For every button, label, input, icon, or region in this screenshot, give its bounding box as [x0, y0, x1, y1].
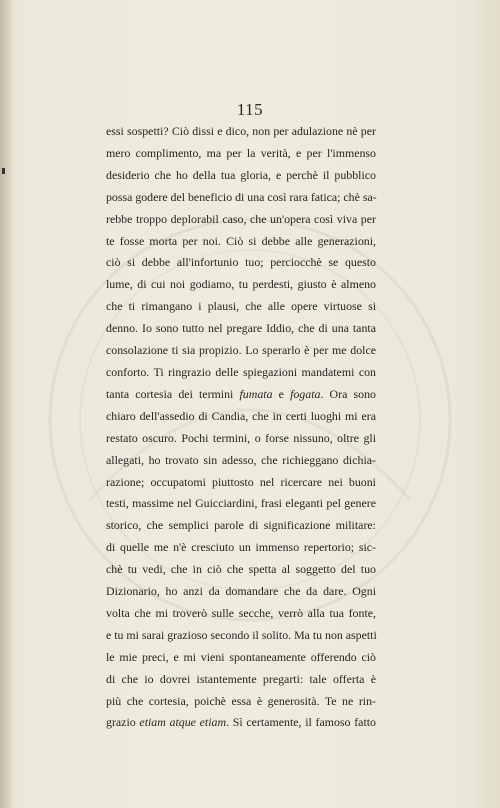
text-line: desiderio che ho della tua gloria, e perchè il pubblico	[106, 167, 376, 182]
text-line: chè tu vedi, che in ciò che spetta al soggetto del tuo	[106, 562, 376, 577]
text-line: restato oscuro. Pochi termini, o forse nissuno, oltre gli	[106, 430, 376, 445]
text-line: storico, che semplici parole di significazione militare:	[106, 518, 376, 533]
text-line: di quelle me n'è cresciuto un immenso repertorio; sic-	[106, 540, 376, 555]
text-line: consolazione ti sia propizio. Lo sperarlo è per me dolce	[106, 343, 376, 358]
page-number: 115	[236, 100, 264, 119]
text-line: più che cortesia, poichè essa è generosità. Te ne rin-	[106, 693, 376, 708]
text-line: di che io dovrei istantemente pregarti: tale offerta è	[106, 671, 376, 686]
text-line: denno. Io sono tutto nel pregare Iddio, che di una tanta	[106, 321, 376, 336]
edge-mark	[2, 168, 5, 174]
text-line: volta che mi troverò sulle secche, verrò alla tua fonte,	[106, 605, 376, 620]
text-line: te fosse morta per noi. Ciò si debbe alle generazioni,	[106, 233, 376, 248]
text-line: testi, massime nel Guicciardini, frasi eleganti pel genere	[106, 496, 376, 511]
text-line: possa godere del beneficio di una così rara fatica; chè sa-	[106, 189, 377, 204]
text-line: le mie preci, e mi vieni spontaneamente offerendo ciò	[106, 649, 376, 664]
text-line: ciò si debbe all'infortunio tuo; perciocchè se questo	[106, 255, 376, 270]
gutter-shadow	[0, 0, 14, 808]
text-line: chiaro dell'assedio di Candia, che in certi luoghi mi era	[106, 408, 376, 423]
text-line: lume, di cui noi godiamo, tu perdesti, giusto è almeno	[106, 277, 376, 292]
text-line: grazio etiam atque etiam. Sì certamente, il famoso fatto	[106, 715, 376, 730]
text-line: razione; occupatomi piuttosto nel ricercare nei buoni	[106, 474, 376, 489]
text-line: conforto. Ti ringrazio delle spiegazioni mandatemi con	[106, 364, 376, 379]
text-line: allegati, ho trovato sin adesso, che richieggano dichia-	[106, 452, 376, 467]
text-line: Dizionario, ho anzi da domandare che da dare. Ogni	[106, 584, 376, 599]
text-line: e tu mi sarai grazioso secondo il solito. Ma tu non aspetti	[106, 627, 377, 642]
text-line: tanta cortesia dei termini fumata e fogata. Ora sono	[106, 386, 376, 401]
text-line: rebbe troppo deplorabil caso, che un'opera così viva per	[106, 211, 376, 226]
text-line: mero complimento, ma per la verità, e per l'immenso	[106, 145, 376, 160]
text-line: che ti rimangano i plausi, che alle opere virtuose si	[106, 299, 376, 314]
text-line: essi sospetti? Ciò dissi e dico, non per adulazione nè per	[106, 124, 376, 138]
body-text	[106, 121, 376, 734]
